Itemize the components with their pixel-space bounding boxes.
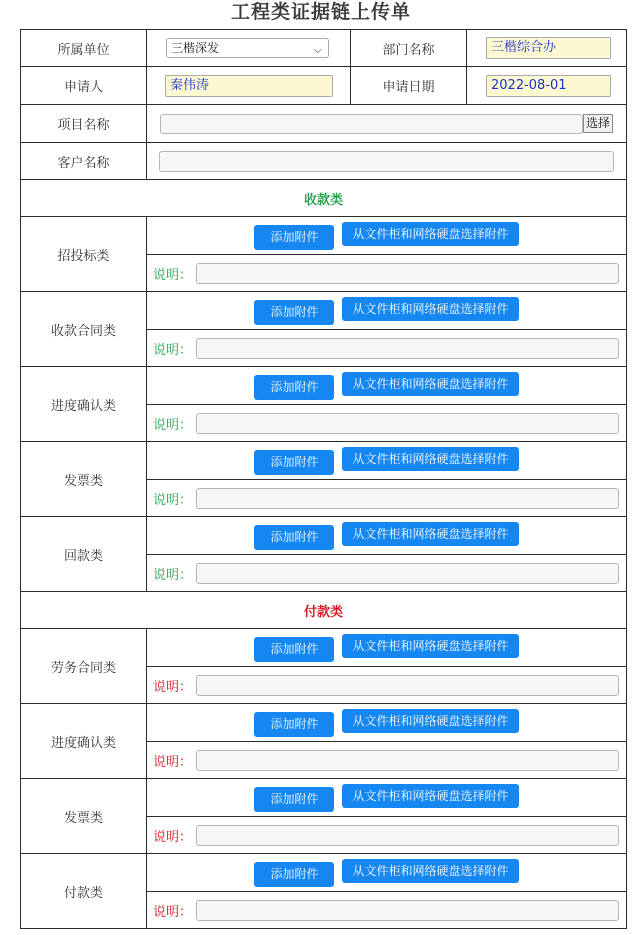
receipt-category-label: 收款合同类 — [21, 292, 147, 367]
project-label: 项目名称 — [21, 105, 147, 143]
customer-label: 客户名称 — [21, 143, 147, 180]
description-label: 说明： — [153, 417, 193, 433]
description-label: 说明： — [153, 342, 193, 358]
receipt-section-header-row — [21, 180, 627, 217]
description-label: 说明： — [153, 829, 193, 845]
date-label: 申请日期 — [351, 67, 467, 105]
add-attachment-button[interactable]: 添加附件 — [254, 862, 334, 887]
payment-category-label: 付款类 — [21, 854, 147, 929]
applicant-label: 申请人 — [21, 67, 147, 105]
customer-input[interactable] — [159, 151, 614, 172]
receipt-attachment-buttons — [147, 217, 627, 255]
applicant-cell — [147, 67, 351, 105]
payment-category-row — [21, 629, 627, 667]
description-label: 说明： — [153, 904, 193, 920]
row-unit-dept — [21, 30, 627, 67]
description-label: 说明： — [153, 492, 193, 508]
description-input[interactable] — [196, 488, 619, 509]
receipt-section-title: 收款类 — [21, 180, 627, 217]
add-attachment-button[interactable]: 添加附件 — [254, 450, 334, 475]
add-attachment-button[interactable]: 添加附件 — [254, 637, 334, 662]
payment-description-cell — [147, 817, 627, 854]
description-input[interactable] — [196, 413, 619, 434]
pick-from-cabinet-button[interactable]: 从文件柜和网络硬盘选择附件 — [342, 634, 518, 658]
description-label: 说明： — [153, 754, 193, 770]
description-label: 说明： — [153, 267, 193, 283]
payment-attachment-buttons — [147, 704, 627, 742]
receipt-attachment-buttons — [147, 292, 627, 330]
description-wrap — [147, 413, 626, 434]
payment-attachment-buttons — [147, 629, 627, 667]
unit-cell — [147, 30, 351, 67]
description-input[interactable] — [196, 263, 619, 284]
receipt-category-label: 回款类 — [21, 517, 147, 592]
applicant-field[interactable]: 秦伟涛 — [165, 75, 333, 97]
payment-description-cell — [147, 892, 627, 929]
add-attachment-button[interactable]: 添加附件 — [254, 300, 334, 325]
add-attachment-button[interactable]: 添加附件 — [254, 787, 334, 812]
row-applicant-date — [21, 67, 627, 105]
unit-label: 所属单位 — [21, 30, 147, 67]
description-input[interactable] — [196, 675, 619, 696]
receipt-attachment-buttons — [147, 517, 627, 555]
project-input[interactable] — [160, 114, 583, 134]
add-attachment-button[interactable]: 添加附件 — [254, 525, 334, 550]
receipt-description-cell — [147, 555, 627, 592]
unit-select-value: 三楷深发 — [171, 41, 220, 55]
dept-cell — [467, 30, 627, 67]
chevron-down-icon: ⌵ — [313, 43, 322, 56]
dept-field[interactable]: 三楷综合办 — [486, 37, 611, 59]
receipt-description-cell — [147, 255, 627, 292]
pick-from-cabinet-button[interactable]: 从文件柜和网络硬盘选择附件 — [342, 447, 518, 471]
description-input[interactable] — [196, 563, 619, 584]
pick-from-cabinet-button[interactable]: 从文件柜和网络硬盘选择附件 — [342, 222, 518, 246]
payment-section-header-row — [21, 592, 627, 629]
description-wrap — [147, 750, 626, 771]
project-pick-button[interactable]: 选择 — [583, 114, 613, 133]
date-cell — [467, 67, 627, 105]
pick-from-cabinet-button[interactable]: 从文件柜和网络硬盘选择附件 — [342, 859, 518, 883]
pick-from-cabinet-button[interactable]: 从文件柜和网络硬盘选择附件 — [342, 372, 518, 396]
receipt-attachment-buttons — [147, 442, 627, 480]
description-wrap — [147, 675, 626, 696]
project-cell — [147, 105, 627, 143]
description-wrap — [147, 825, 626, 846]
receipt-category-row — [21, 217, 627, 255]
receipt-category-row — [21, 517, 627, 555]
payment-description-cell — [147, 742, 627, 779]
description-input[interactable] — [196, 338, 619, 359]
pick-from-cabinet-button[interactable]: 从文件柜和网络硬盘选择附件 — [342, 784, 518, 808]
receipt-description-cell — [147, 405, 627, 442]
add-attachment-button[interactable]: 添加附件 — [254, 712, 334, 737]
row-project — [21, 105, 627, 143]
payment-description-cell — [147, 667, 627, 704]
description-input[interactable] — [196, 750, 619, 771]
pick-from-cabinet-button[interactable]: 从文件柜和网络硬盘选择附件 — [342, 709, 518, 733]
description-wrap — [147, 900, 626, 921]
receipt-description-cell — [147, 480, 627, 517]
add-attachment-button[interactable]: 添加附件 — [254, 225, 334, 250]
customer-cell — [147, 143, 627, 180]
payment-category-label: 发票类 — [21, 779, 147, 854]
payment-category-row — [21, 779, 627, 817]
receipt-category-row — [21, 292, 627, 330]
payment-category-row — [21, 704, 627, 742]
receipt-category-label: 发票类 — [21, 442, 147, 517]
pick-from-cabinet-button[interactable]: 从文件柜和网络硬盘选择附件 — [342, 522, 518, 546]
description-label: 说明： — [153, 679, 193, 695]
description-label: 说明： — [153, 567, 193, 583]
description-input[interactable] — [196, 825, 619, 846]
page-title: 工程类证据链上传单 — [230, 1, 411, 23]
payment-attachment-buttons — [147, 779, 627, 817]
payment-category-label: 劳务合同类 — [21, 629, 147, 704]
pick-from-cabinet-button[interactable]: 从文件柜和网络硬盘选择附件 — [342, 297, 518, 321]
dept-label: 部门名称 — [351, 30, 467, 67]
payment-category-label: 进度确认类 — [21, 704, 147, 779]
payment-category-row — [21, 854, 627, 892]
description-wrap — [147, 263, 626, 284]
receipt-category-row — [21, 367, 627, 405]
description-input[interactable] — [196, 900, 619, 921]
description-wrap — [147, 563, 626, 584]
payment-attachment-buttons — [147, 854, 627, 892]
receipt-category-row — [21, 442, 627, 480]
receipt-category-label: 招投标类 — [21, 217, 147, 292]
payment-section-title: 付款类 — [21, 592, 627, 629]
add-attachment-button[interactable]: 添加附件 — [254, 375, 334, 400]
form-table — [20, 29, 627, 929]
row-customer — [21, 143, 627, 180]
description-wrap — [147, 488, 626, 509]
receipt-attachment-buttons — [147, 367, 627, 405]
date-field[interactable]: 2022-08-01 — [486, 75, 611, 97]
unit-select[interactable] — [166, 38, 329, 58]
receipt-description-cell — [147, 330, 627, 367]
receipt-category-label: 进度确认类 — [21, 367, 147, 442]
description-wrap — [147, 338, 626, 359]
